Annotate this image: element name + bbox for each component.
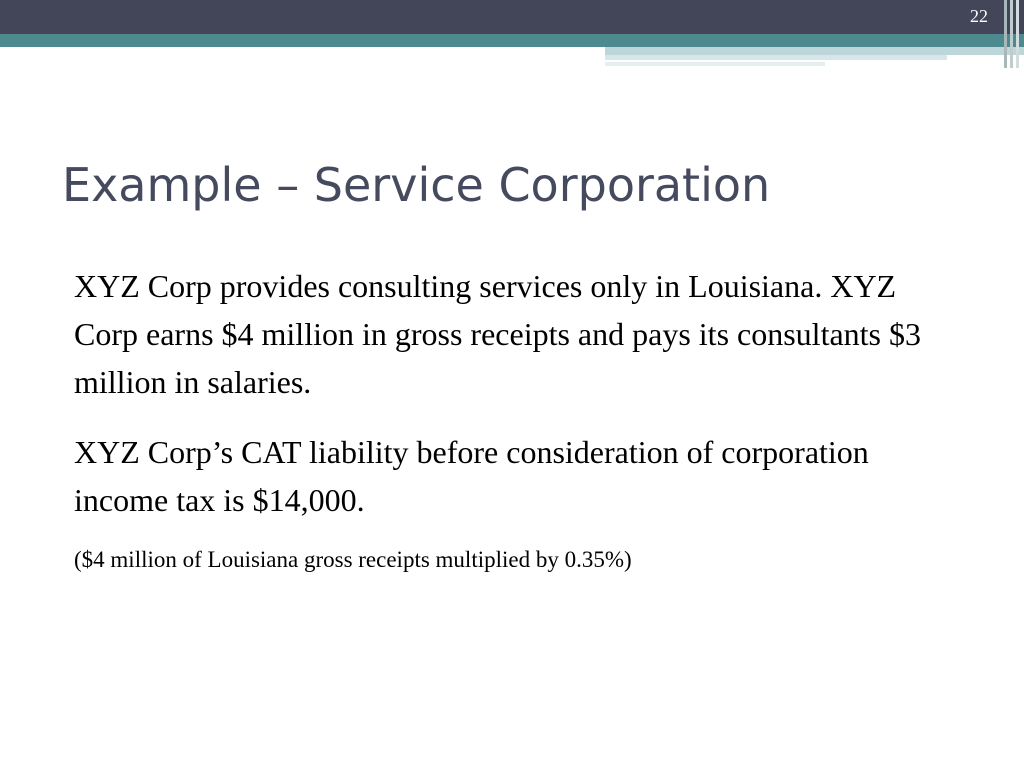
header-accent-line: [605, 55, 947, 60]
edge-decoration: [1010, 0, 1013, 68]
edge-decoration: [1004, 0, 1007, 68]
slide-title: Example – Service Corporation: [62, 158, 771, 212]
body-paragraph: XYZ Corp provides consulting services only in Louisiana. XYZ Corp earns $4 million in gross receipts and pays its consultants $3 million in salaries.: [74, 268, 921, 400]
slide-body: [74, 262, 954, 576]
edge-decoration: [1016, 0, 1019, 68]
calculation-note: ($4 million of Louisiana gross receipts multiplied by 0.35%): [74, 547, 632, 572]
header-accent-line: [605, 47, 1024, 55]
body-paragraph: XYZ Corp’s CAT liability before consideration of corporation income tax is $14,000.: [74, 434, 869, 518]
slide-number: 22: [970, 6, 988, 26]
header-accent-line: [605, 62, 825, 66]
header-accent-stripe: [0, 34, 1024, 47]
header-band: [0, 0, 1024, 34]
